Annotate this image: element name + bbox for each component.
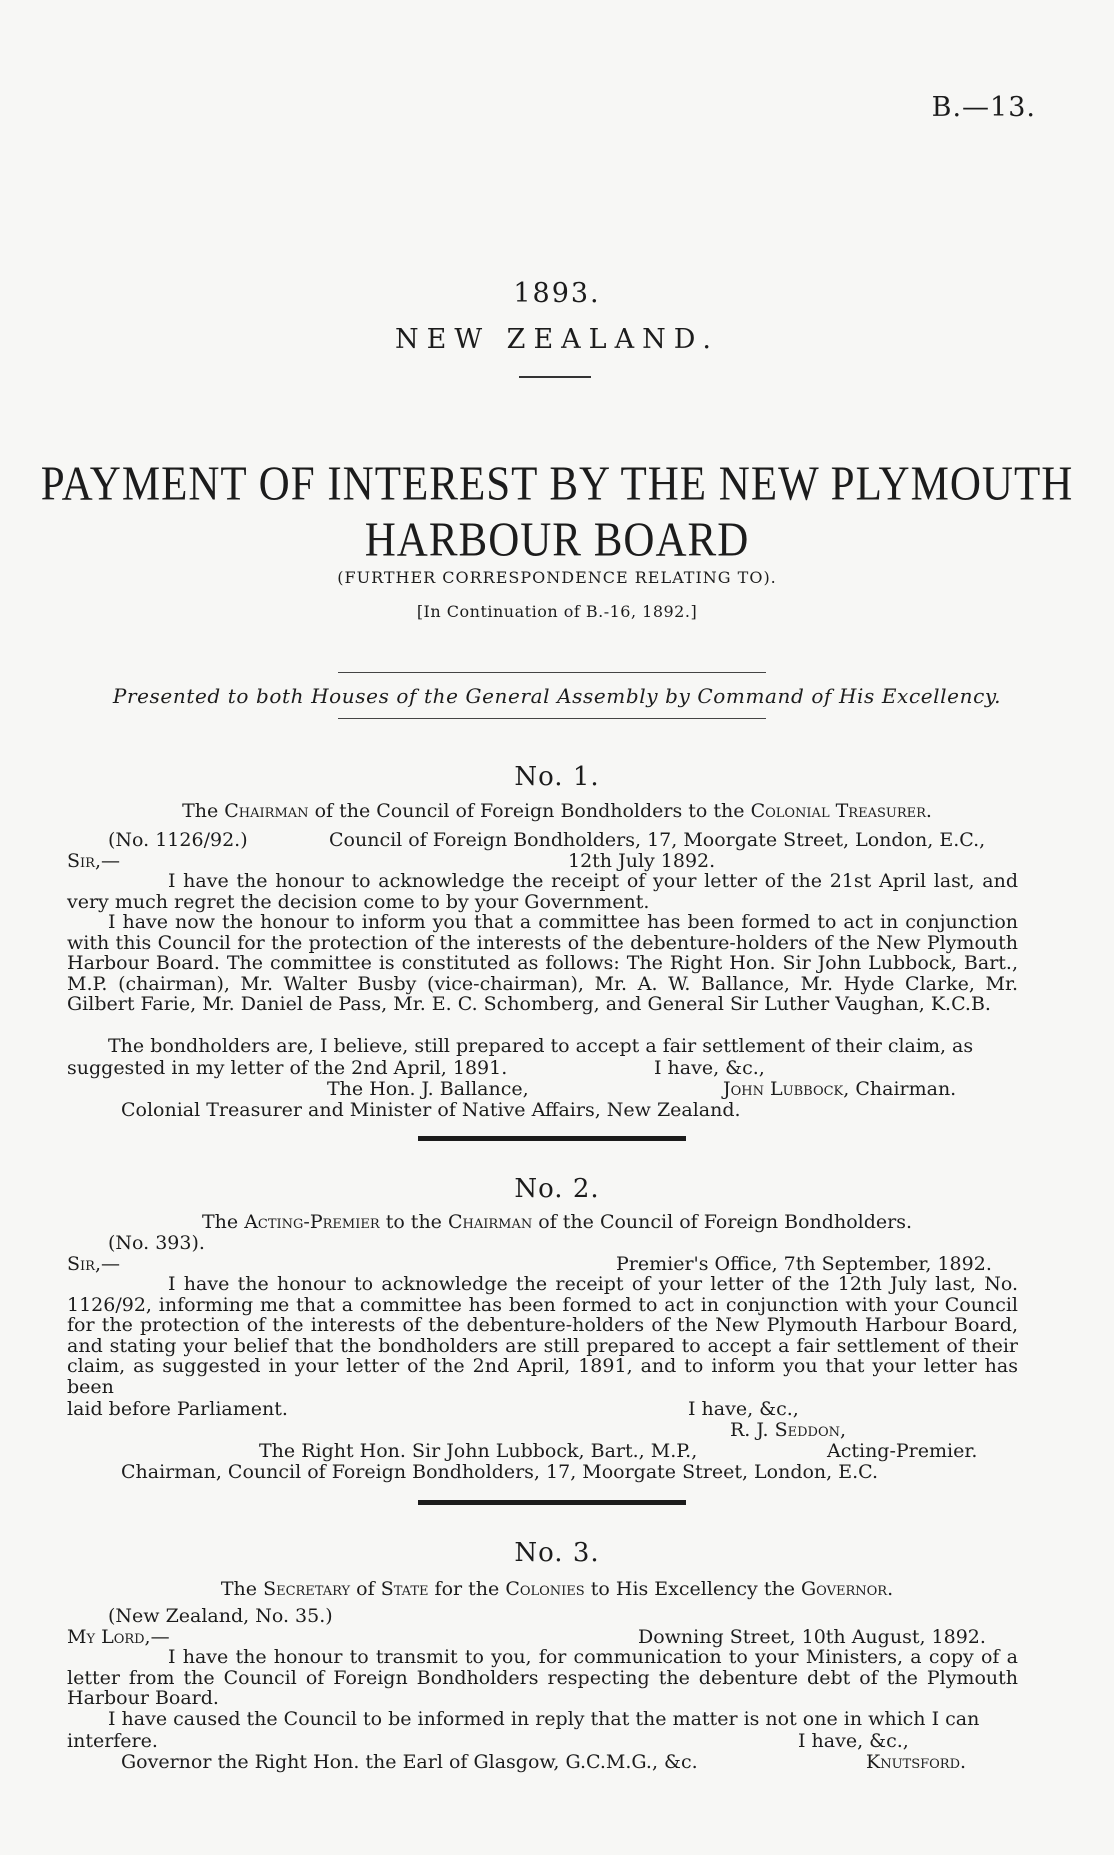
letter-2-addressee: The Right Hon. Sir John Lubbock, Bart., M.P., — [259, 1440, 698, 1462]
letter-2-closing: I have, &c., — [688, 1398, 799, 1420]
letter-1-closing: I have, &c., — [654, 1057, 765, 1079]
letter-3-reference: (New Zealand, No. 35.) — [108, 1605, 333, 1627]
presented-bottom-rule — [338, 718, 766, 719]
letter-2-reference: (No. 393). — [108, 1232, 205, 1254]
presented-note: Presented to both Houses of the General Assembly by Command of His Excellency. — [112, 684, 1002, 708]
document-country: NEW ZEALAND. — [395, 324, 719, 355]
document-year: 1893. — [513, 278, 601, 309]
letter-1-heading: The Chairman of the Council of Foreign Bondholders to the Colonial Treasurer. — [182, 800, 932, 822]
letter-3-paragraph-1: I have the honour to transmit to you, for communication to your Ministers, a copy of a letter from the Council of Foreign Bondholders respecting the debenture debt of the Plymouth Harbour Board. — [67, 1646, 1018, 1709]
letter-3-salutation: My Lord,— — [67, 1626, 170, 1648]
letter-3-number: No. 3. — [514, 1538, 600, 1568]
letter-2-addressee-role: Chairman, Council of Foreign Bondholders, 17, Moorgate Street, London, E.C. — [121, 1461, 879, 1483]
page-code: B.—13. — [931, 92, 1036, 123]
letter-2-signature-role: Acting-Premier. — [827, 1440, 978, 1462]
letter-2-paragraph-1-end: laid before Parliament. — [67, 1398, 288, 1420]
letter-1-address: Council of Foreign Bondholders, 17, Moorgate Street, London, E.C., — [329, 829, 986, 851]
letter-3-heading: The Secretary of State for the Colonies to His Excellency the Governor. — [220, 1578, 894, 1600]
section-divider-2 — [418, 1500, 686, 1505]
letter-1-paragraph-1: I have the honour to acknowledge the receipt of your letter of the 21st April last, and very much regret the decision come to by your Government. — [67, 870, 1018, 913]
section-divider-1 — [418, 1136, 686, 1141]
letter-1-paragraph-3: The bondholders are, I believe, still prepared to accept a fair settlement of their claim, as — [108, 1035, 974, 1057]
letter-3-paragraph-2-end: interfere. — [67, 1730, 158, 1752]
letter-1-date: 12th July 1892. — [568, 850, 716, 872]
letter-2-heading: The Acting-Premier to the Chairman of the Council of Foreign Bondholders. — [202, 1211, 912, 1233]
letter-1-number: No. 1. — [514, 762, 600, 792]
continuation-note: [In Continuation of B.-16, 1892.] — [416, 602, 698, 621]
letter-2-date: Premier's Office, 7th September, 1892. — [616, 1253, 992, 1275]
document-title-line-2: HARBOUR BOARD — [364, 514, 750, 567]
letter-3-closing: I have, &c., — [798, 1730, 909, 1752]
letter-1-salutation: Sir,— — [67, 850, 120, 872]
letter-2-salutation: Sir,— — [67, 1253, 120, 1275]
letter-3-signature: Knutsford. — [866, 1751, 967, 1773]
letter-1-signature: John Lubbock, Chairman. — [723, 1078, 957, 1100]
letter-1-reference: (No. 1126/92.) — [108, 829, 248, 851]
letter-2-signature: R. J. Seddon, — [730, 1419, 847, 1441]
letter-3-date: Downing Street, 10th August, 1892. — [638, 1626, 986, 1648]
document-subtitle: (FURTHER CORRESPONDENCE RELATING TO). — [337, 568, 777, 587]
letter-1-addressee-role: Colonial Treasurer and Minister of Native Affairs, New Zealand. — [121, 1099, 741, 1121]
letter-3-paragraph-2: I have caused the Council to be informed in reply that the matter is not one in which I can — [108, 1708, 980, 1730]
letter-1-addressee: The Hon. J. Ballance, — [327, 1078, 529, 1100]
presented-top-rule — [338, 672, 766, 673]
letter-2-number: No. 2. — [514, 1174, 600, 1204]
letter-1-paragraph-3-end: suggested in my letter of the 2nd April, 1891. — [67, 1057, 508, 1079]
letter-2-paragraph-1: I have the honour to acknowledge the receipt of your letter of the 12th July last, No. 1126/92, informing me that a committee has been formed to act in conjunction with your Council for the protection of the interests of the debenture-holders of the New Plymouth Harbour Board, and stating your belief that the bondholders are still prepared to accept a fair settlement of their claim, as suggested in your letter of the 2nd April, 1891, and to inform you that your letter has been — [67, 1273, 1018, 1398]
header-divider — [519, 376, 591, 378]
letter-3-addressee: Governor the Right Hon. the Earl of Glasgow, G.C.M.G., &c. — [121, 1751, 698, 1773]
document-title-line-1: PAYMENT OF INTEREST BY THE NEW PLYMOUTH — [40, 458, 1074, 511]
letter-1-paragraph-2: I have now the honour to inform you that a committee has been formed to act in conjunction with this Council for the protection of the interests of the debenture-holders of the New Plymouth Harbour Board. The committee is constituted as follows: The Right Hon. Sir John Lubbock, Bart., M.P. (chairman), Mr. Walter Busby (vice-chairman), Mr. A. W. Ballance, Mr. Hyde Clarke, Mr. Gilbert Farie, Mr. Daniel de Pass, Mr. E. C. Schomberg, and General Sir Luther Vaughan, K.C.B. — [67, 911, 1018, 1015]
